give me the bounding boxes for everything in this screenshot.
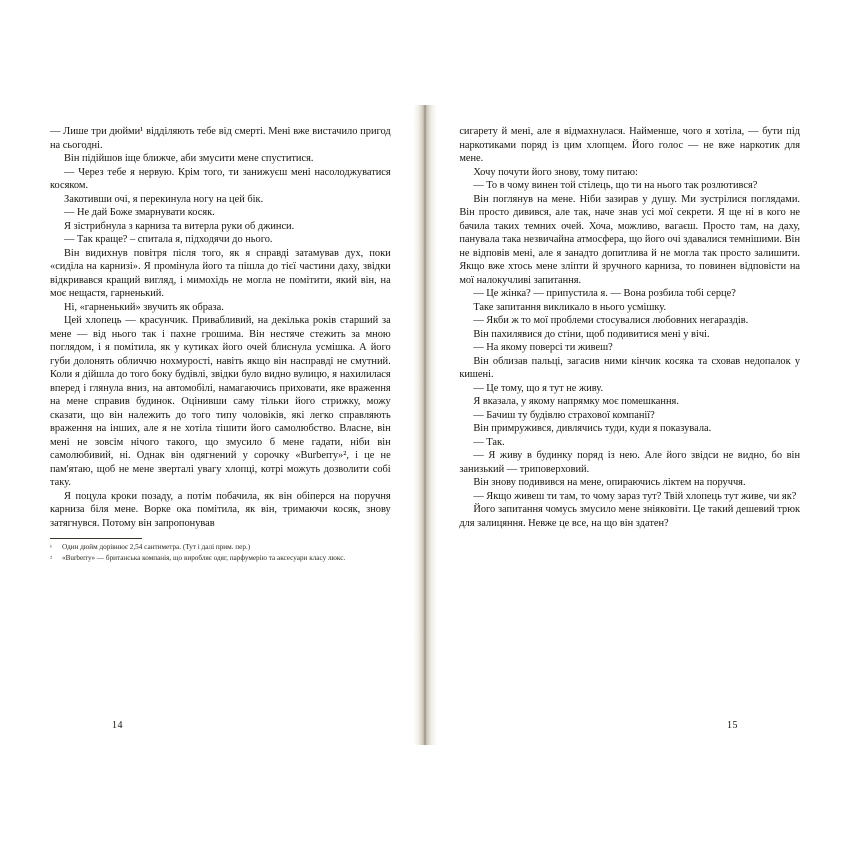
page-number-right: 15 [727, 720, 739, 731]
paragraph: — Це жінка? — припустила я. — Вона розбила тобі серце? [473, 288, 736, 300]
paragraph: — Лише три дюйми¹ відділяють тебе від смерті. Мені вже вистачило пригод на сьогодні. [50, 126, 391, 151]
page-number-left: 14 [112, 720, 123, 731]
paragraph: Він облизав пальці, загасив ними кінчик косяка та сховав недопалок у кишені. [459, 355, 801, 381]
paragraph: — Я живу в будинку поряд із нею. Але його звідси не видно, бо він занизький — триповерховий. [459, 450, 801, 475]
footnote-marker: ² [50, 554, 52, 562]
paragraph: сигарету й мені, але я відмахнулася. Найменше, чого я хотіла, — бути під наркотиками поряд із цим хлопцем. Його голос — не вже наркотик для мене. [459, 126, 801, 165]
paragraph: — Якщо живеш ти там, то чому зараз тут? Твій хлопець тут живе, чи як? [473, 490, 797, 502]
paragraph: — Через тебе я нервую. Крім того, ти занижуєш мені насолоджуватися косяком. [50, 166, 391, 192]
paragraph: Він поглянув на мене. Ніби зазирав у душу. Ми зустрілися поглядами. Він просто дивився, але так, наче знав усі мої секрети. Я ще ні в кого не бачила таких темних очей. Хоча, можливо, вагаєш. Просто там, на даху, панувала така незвичайна атмосфера, що його очі здавалися темнішими. Він не відповів мені, але я занадто допитлива й не могла так просто залишити. Якщо вже хтось мене зліпти й зручного карниза, то повинен відповісти на мої налокучливі запитання. [459, 193, 801, 286]
paragraph: Я поцула кроки позаду, а потім побачила, як він обіперся на поручня карниза біля мене. Ворке ока помітила, як він, тримаючи косяк, знову затягнувся. Потому він запропонував [50, 490, 391, 529]
footnote-text: Один дюйм дорівнює 2,54 сантиметра. (Тут і далі прим. пер.) [62, 543, 251, 552]
paragraph: Таке запитання викликало в нього усмішку. [473, 301, 667, 313]
paragraph: Він знову подивився на мене, опираючись ліктем на поруччя. [473, 477, 746, 489]
footnote-list [50, 543, 391, 563]
paragraph: — Так краще? – спитала я, підходячи до нього. [64, 234, 273, 246]
paragraph: — На якому поверсі ти живеш? [473, 342, 613, 354]
book-gutter-shadow [413, 105, 438, 745]
paragraph: Він підійшов іще ближче, аби змусити мене спуститися. [64, 153, 314, 165]
open-book [0, 105, 850, 745]
paragraph: Він видихнув повітря після того, як я справді затамував дух, поки «сиділа на карнизі». Я промінула його та пішла до тієї частини даху, звідки відкривався кращий вигляд, і мимохідь не могла не помітити, який він, на моє нещастя, гарненький. [50, 247, 391, 300]
right-page [437, 105, 850, 745]
paragraph: Він пахилявися до стіни, щоб подивитися мені у вічі. [473, 328, 710, 340]
paragraph: Ні, «гарненький» звучить як образа. [64, 301, 224, 313]
paragraph: Він примружився, дивлячись туди, куди я показувала. [473, 423, 712, 435]
paragraph: — Це тому, що я тут не живу. [473, 382, 604, 394]
paragraph: Я зістрибнула з карниза та витерла руки об джинси. [64, 220, 295, 232]
right-page-text [459, 125, 800, 530]
paragraph: — Не дай Боже змарнувати косяк. [64, 207, 215, 219]
paragraph: — Якби ж то мої проблеми стосувалися любовних негараздів. [473, 315, 749, 327]
paragraph: Цей хлопець — красунчик. Привабливий, на декілька років старший за мене — від нього так і пахне грошима. Він нестяче стежить за мною поглядом, і я помітила, як у кутиках його очей блиснула усмішка. А його губи долонять обличчю нохмурості, навіть якщо він насправді не смутний. Коли я дійшла до того боку будівлі, звідки було видно вулицю, я нахилилася вперед і глянула вниз, на автомобілі, намагаючись приховати, яке враження на мене справив будинок. Оцінивши саму тільки його стрижку, можу сказати, що він належить до того типу чоловіків, які легко справляють враження на інших, але я не хотіла тішити його самолюбство. Власне, він мені не зовсім нічого такого, що змусило б мене гадати, ніби він самолюбивий, ні. Однак він одягнений у сорочку «Burberry»², і це не пам'ятаю, щоб не мене зверталі увагу хлопці, котрі можуть дозволити собі таку. [50, 315, 391, 489]
footnote-text: «Burberry» — британська компанія, що виробляє одяг, парфумерію та аксесуари класу люкс. [62, 553, 346, 562]
footnote-item [50, 554, 391, 564]
footnote-item [50, 543, 391, 553]
paragraph: — Бачиш ту будівлю страхової компанії? [473, 409, 655, 421]
left-page [0, 105, 413, 745]
paragraph: Закотивши очі, я перекинула ногу на цей бік. [64, 193, 264, 205]
paragraph: Я вказала, у якому напрямку моє помешкання. [473, 396, 679, 408]
paragraph: — То в чому винен той стілець, що ти на нього так розлютився? [473, 180, 758, 192]
footnote-marker: ¹ [50, 544, 52, 552]
paragraph: — Так. [473, 436, 505, 448]
left-page-text [50, 125, 391, 530]
paragraph: Хочу почути його знову, тому питаю: [473, 166, 638, 178]
paragraph: Його запитання чомусь змусило мене зніяковіти. Це такий дешевий трюк для залицяння. Невже це все, на що він здатен? [459, 504, 801, 529]
footnote-separator [50, 538, 142, 539]
